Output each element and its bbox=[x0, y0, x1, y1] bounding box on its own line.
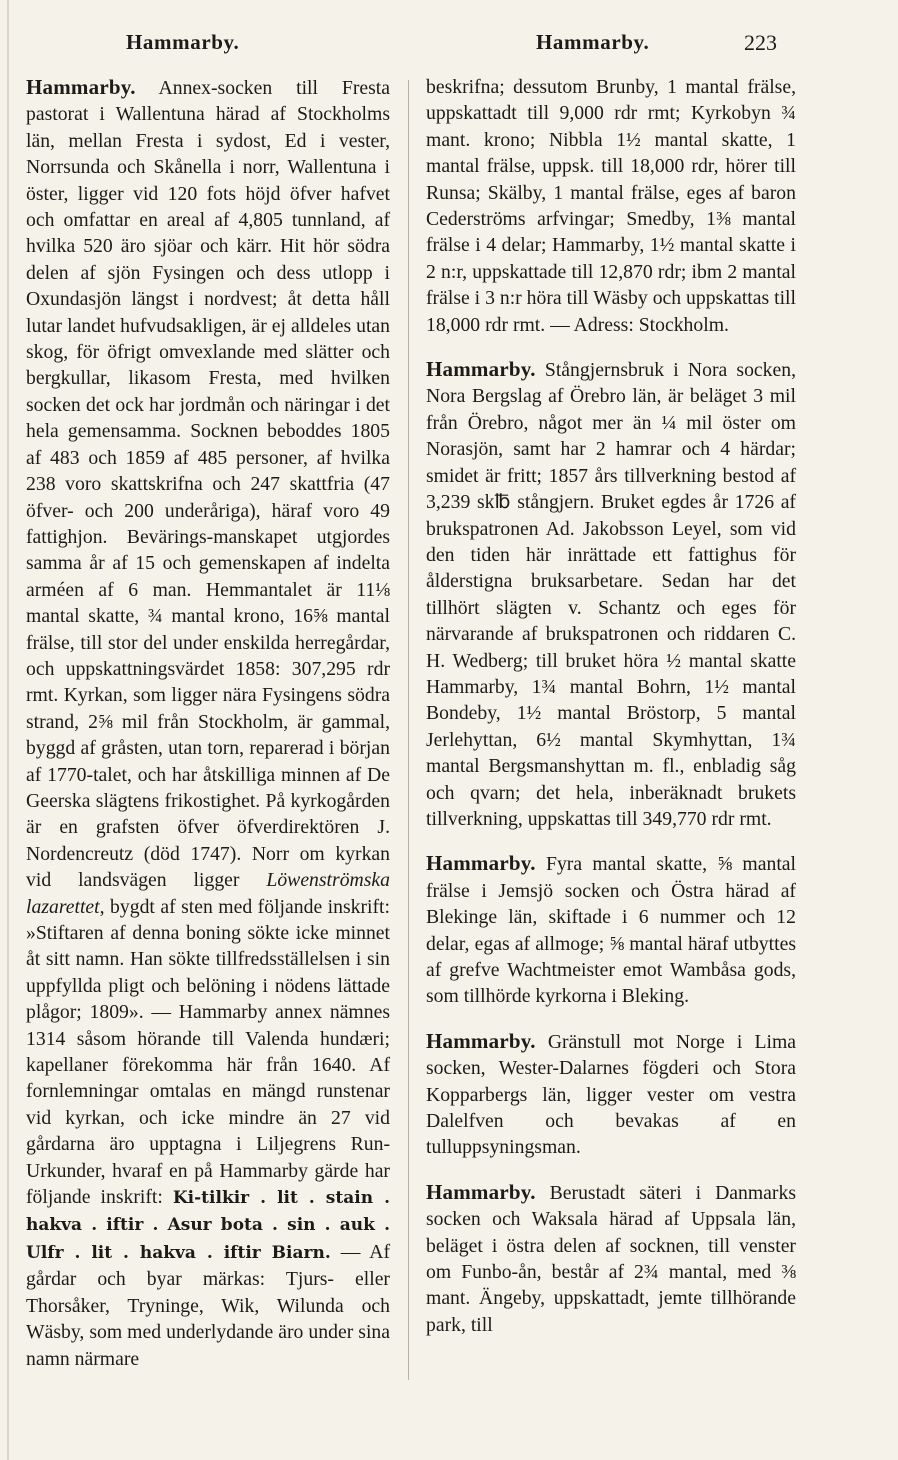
continued-entry: beskrifna; dessutom Brunby, 1 mantal frälse, uppskattadt till 9,000 rdr rmt; Kyrkobyn ¾ mant. krono; Nibbla 1½ mantal skatte, 1 mantal frälse, uppsk. till 18,000 rdr, hörer till Runsa; Skälby, 1 mantal frälse, eges af baron Cederströms arfvingar; Smedby, 1⅜ mantal frälse i 4 delar; Hammarby, 1½ mantal skatte i 2 n:r, uppskattade till 12,870 rdr; ibm 2 mantal frälse i 3 n:r höra till Wäsby och uppskattas till 18,000 rdr rmt. — Adress: Stockholm. bbox=[426, 76, 796, 336]
entry-text: Stångjernsbruk i Nora socken, Nora Bergslag af Örebro län, är beläget 3 mil från Örebro, något mer än ¼ mil öster om Norasjön, samt har 2 hamrar och 4 härdar; smidet är fritt; 1857 års tillverkning bestod af 3,239 sk℔ stångjern. Bruket egdes år 1726 af brukspatronen Ad. Jakobsson Leyel, som vid den tiden här inrättade ett fattighus för ålderstigna bruksarbetare. Sedan har det tillhört slägten v. Schantz och eges för närvarande af brukspatronen och riddaren C. H. Wedberg; till bruket höra ½ mantal skatte Hammarby, 1¾ mantal Bohrn, 1½ mantal Bondeby, 1½ mantal Bröstorp, 5 mantal Jerlehyttan, 6½ mantal Skymhyttan, 1¾ mantal Bergsmanshyttan m. fl., enbladig såg och qvarn; det hela, inberäknadt brukets tillverkning, uppskattas till 349,770 rdr rmt. bbox=[426, 359, 796, 830]
lazarett-name: Löwenströmska lazarettet bbox=[26, 869, 390, 918]
entry-headword: Hammarby. bbox=[26, 75, 136, 99]
entry-text-end: — Af gårdar och byar märkas: Tjurs- eller Thorsåker, Tryninge, Wik, Wilunda och Wäsby, som med underlydande äro under sina namn närmare bbox=[26, 1240, 391, 1370]
entry-hammarby-nora bbox=[426, 356, 796, 832]
running-head-left: Hammarby. bbox=[126, 30, 240, 54]
right-column bbox=[426, 74, 796, 1356]
running-head-center: Hammarby. bbox=[536, 30, 650, 54]
runic-inscription: Ki-tilkir . lit . stain . hakva . iftir . Asur bota . sin . auk . Ulfr . lit . hakva . iftir Biarn. bbox=[26, 1188, 390, 1263]
entry-text-continued: , bygdt af sten med följande inskrift: »Stiftaren af denna boning sökte icke minnet åt sitt namn. Han sökte tillfredsställelsen i sin uppfyllda pligt och belöning i nödens lättade plågor; 1809». — Hammarby annex nämnes 1314 såsom hörande till Valenda hundæri; kapellaner förekomma här från 1640. Af fornlemningar omtalas en mängd runstenar vid kyrkan, och icke mindre än 27 vid gårdarna äro upptagna i Liljegrens Run-Urkunder, hvaraf en på Hammarby gärde har följande inskrift: bbox=[26, 895, 390, 1209]
entry-text: Berustadt säteri i Danmarks socken och Waksala härad af Uppsala län, beläget i östra delen af socknen, till venster om Funbo-ån, består af 2¾ mantal, med ⅜ mant. Ängeby, uppskattadt, jemte tillhörande park, till bbox=[426, 1181, 796, 1336]
page-number: 223 bbox=[744, 30, 777, 55]
entry-text: Annex-socken till Fresta pastorat i Wallentuna härad af Stockholms län, mellan Fresta i sydost, Ed i vester, Norrsunda och Skånella i norr, Wallentuna i öster, ligger vid 120 fots höjd öfver hafvet och omfattar en areal af 4,805 tunnland, af hvilka 520 äro sjöar och kärr. Hit hör södra delen af sjön Fysingen och dess utlopp i Oxundasjön längst i nordvest; åt detta håll lutar landet hufvudsakligen, är ej alldeles utan skog, för öfrigt omvexlande med slätter och bergkullar, likasom Fresta, med hvilken socken det ock har jordmån och näringar i det hela gemensamma. Socknen beboddes 1805 af 483 och 1859 af 485 personer, af hvilka 238 voro skattskrifna och 247 skattfria (47 öfver- och 200 underåriga), häraf voro 49 fattighjon. Bevärings-manskapet utgjordes samma år af 15 och gemenskapen af indelta arméen af 6 man. Hemmantalet är 11⅛ mantal skatte, ¾ mantal krono, 16⅝ mantal frälse, till stor del under enskilda herregårdar, och uppskattningsvärdet 1858: 307,295 rdr rmt. Kyrkan, som ligger nära Fysingens södra strand, 2⅝ mil från Stockholm, är gammal, byggd af gråsten, utan torn, reparerad i början af 1770-talet, och har åtskilliga minnen af De Geerska slägtens frikostighet. På kyrkogården är en grafsten öfver öfverdirektören J. Nordencreutz (död 1747). Norr om kyrkan vid landsvägen ligger bbox=[26, 77, 390, 892]
page-edge-shadow bbox=[7, 0, 9, 1460]
entry-text: Gränstull mot Norge i Lima socken, Wester-Dalarnes fögderi och Stora Kopparbergs län, ligger vester om vestra Dalelfven och bevakas af en tulluppsyningsman. bbox=[426, 1030, 796, 1159]
entry-hammarby-danmark bbox=[426, 1179, 796, 1338]
entry-hammarby-wallentuna bbox=[26, 74, 390, 1372]
entry-text: Fyra mantal skatte, ⅝ mantal frälse i Jemsjö socken och Östra härad af Blekinge län, skiftade i 6 nummer och 12 delar, egas af allmoge; ⅝ mantal häraf utbyttes af grefve Wachtmeister emot Wambåsa gods, som tillhörde kyrkorna i Bleking. bbox=[426, 853, 796, 1008]
entry-headword: Hammarby. bbox=[426, 357, 536, 382]
left-column bbox=[26, 74, 390, 1372]
entry-hammarby-lima bbox=[426, 1028, 796, 1161]
entry-headword: Hammarby. bbox=[426, 1028, 536, 1053]
entry-headword: Hammarby. bbox=[426, 1179, 536, 1204]
column-divider bbox=[408, 80, 409, 1380]
entry-headword: Hammarby. bbox=[426, 851, 536, 876]
entry-hammarby-jemsjo bbox=[426, 850, 796, 1009]
